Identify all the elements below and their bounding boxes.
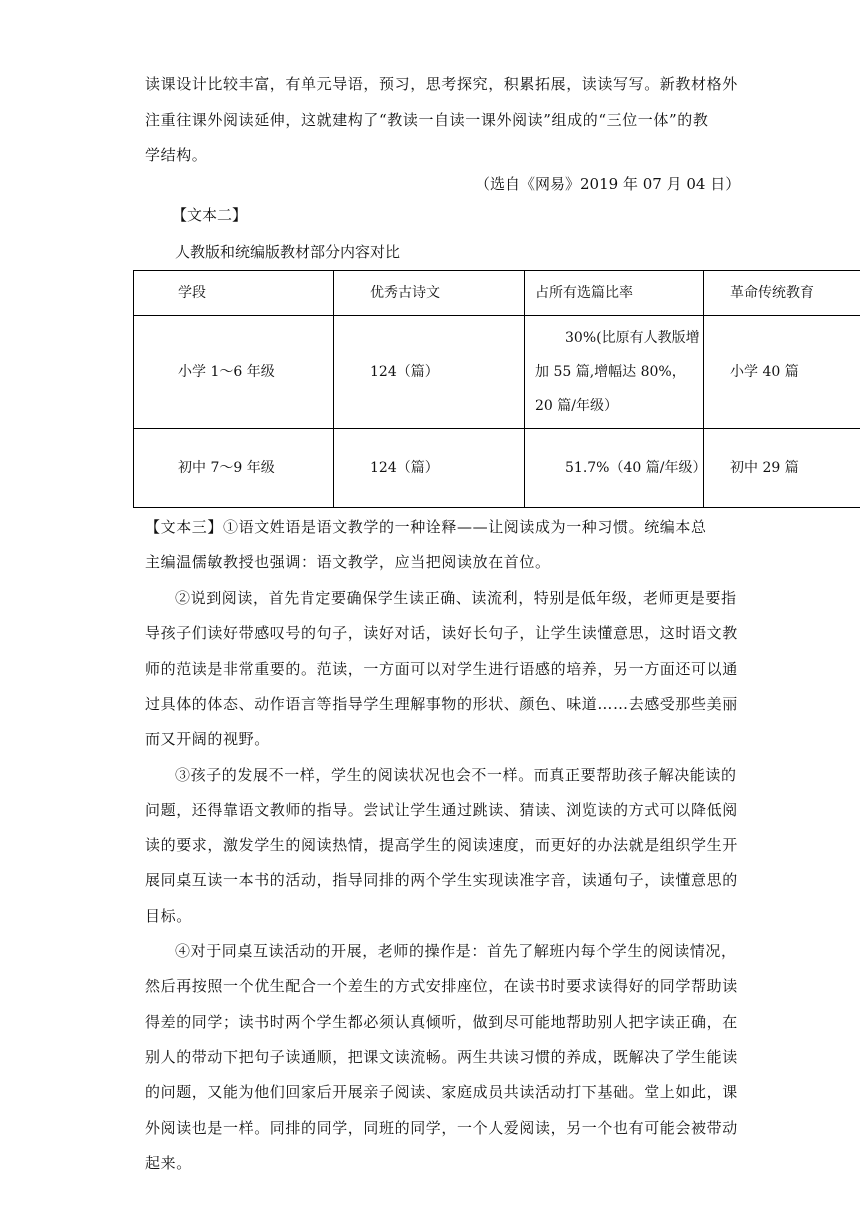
paragraph-line: 导孩子们读好带感叹号的句子，读好对话，读好长句子，让学生读懂意思，这时语文教 bbox=[145, 624, 738, 642]
column-header: 优秀古诗文 bbox=[334, 271, 525, 316]
table-cell: 124（篇） bbox=[334, 316, 525, 429]
table-cell: 小学 1～6 年级 bbox=[134, 316, 334, 429]
column-header: 革命传统教育 bbox=[704, 271, 860, 316]
table-cell bbox=[525, 316, 704, 429]
paragraph-line: 读课设计比较丰富，有单元导语，预习，思考探究，积累拓展，读读写写。新教材格外 bbox=[145, 75, 738, 93]
paragraph-line: 得差的同学；读书时两个学生都必须认真倾听，做到尽可能地帮助别人把字读正确，在 bbox=[145, 1013, 738, 1031]
paragraph-line: 读的要求，激发学生的阅读热情，提高学生的阅读速度，而更好的办法就是组织学生开 bbox=[145, 836, 738, 854]
paragraph-line: ②说到阅读，首先肯定要确保学生读正确、读流利，特别是低年级，老师更是要指 bbox=[175, 589, 737, 607]
paragraph-line: 【文本三】①语文姓语是语文教学的一种诠释——让阅读成为一种习惯。统编本总 bbox=[145, 518, 707, 536]
paragraph-line: 展同桌互读一本书的活动，指导同排的两个学生实现读准字音，读通句子，读懂意思的 bbox=[145, 871, 738, 889]
table-row bbox=[134, 429, 860, 508]
table-cell: 124（篇） bbox=[334, 429, 525, 508]
section-heading: 【文本二】 bbox=[172, 206, 248, 224]
paragraph-line: ③孩子的发展不一样，学生的阅读状况也会不一样。而真正要帮助孩子解决能读的 bbox=[175, 766, 737, 784]
source-citation: （选自《网易》2019 年 07 月 04 日） bbox=[475, 175, 741, 193]
paragraph-line: 别人的带动下把句子读通顺，把课文读流畅。两生共读习惯的养成，既解决了学生能读 bbox=[145, 1048, 738, 1066]
paragraph-line: 问题，还得靠语文教师的指导。尝试让学生通过跳读、猜读、浏览读的方式可以降低阅 bbox=[145, 801, 738, 819]
ratio-text: 30%(比原有人教版增加 55 篇,增幅达 80%，20 篇/年级） bbox=[535, 330, 700, 414]
paragraph-line: 师的范读是非常重要的。范读，一方面可以对学生进行语感的培养，另一方面还可以通 bbox=[145, 660, 738, 678]
paragraph-line: 而又开阔的视野。 bbox=[145, 730, 270, 748]
table-cell bbox=[525, 429, 707, 508]
table-header-row bbox=[134, 271, 860, 316]
column-header: 占所有选篇比率 bbox=[525, 271, 704, 316]
paragraph-line: 外阅读也是一样。同排的同学，同班的同学，一个人爱阅读，另一个也有可能会被带动 bbox=[145, 1119, 738, 1137]
column-header: 学段 bbox=[134, 271, 334, 316]
table-caption: 人教版和统编版教材部分内容对比 bbox=[175, 243, 401, 261]
comparison-table bbox=[133, 270, 860, 508]
paragraph-line: 学结构。 bbox=[145, 146, 208, 164]
ratio-text: 51.7%（40 篇/年级） bbox=[565, 460, 707, 476]
paragraph-line: 起来。 bbox=[145, 1154, 192, 1172]
paragraph-line: 主编温儒敏教授也强调：语文教学，应当把阅读放在首位。 bbox=[145, 553, 551, 571]
paragraph-line: 目标。 bbox=[145, 907, 192, 925]
table-cell: 初中 7～9 年级 bbox=[134, 429, 334, 508]
paragraph-line: 过具体的体态、动作语言等指导学生理解事物的形状、颜色、味道……去感受那些美丽 bbox=[145, 695, 738, 713]
table-cell: 初中 29 篇 bbox=[704, 429, 860, 508]
paragraph-line: 注重往课外阅读延伸，这就建构了“教读一自读一课外阅读”组成的“三位一体”的教 bbox=[145, 111, 709, 129]
paragraph-line: ④对于同桌互读活动的开展，老师的操作是：首先了解班内每个学生的阅读情况， bbox=[175, 942, 737, 960]
paragraph-line: 的问题，又能为他们回家后开展亲子阅读、家庭成员共读活动打下基础。堂上如此，课 bbox=[145, 1083, 738, 1101]
table-cell: 小学 40 篇 bbox=[704, 316, 860, 429]
table-row bbox=[134, 316, 860, 429]
paragraph-line: 然后再按照一个优生配合一个差生的方式安排座位，在读书时要求读得好的同学帮助读 bbox=[145, 977, 738, 995]
